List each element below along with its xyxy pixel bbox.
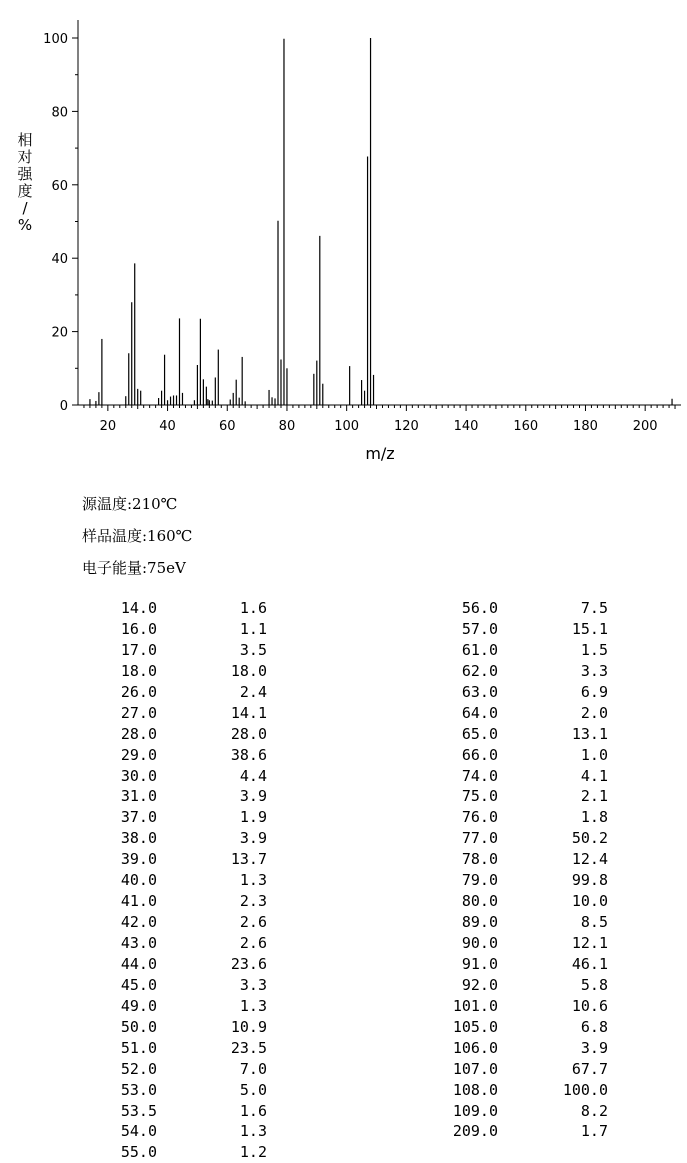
- peak-mz: 27.0: [120, 703, 157, 722]
- peak-row: [350, 954, 680, 975]
- peak-abundance: 12.1: [571, 934, 608, 952]
- peak-abundance: 4.1: [580, 766, 608, 785]
- peak-mz: 17.0: [120, 640, 157, 659]
- peak-mz: 74.0: [461, 766, 498, 785]
- peak-mz: 78.0: [461, 850, 498, 869]
- x-tick-label: 80: [278, 419, 296, 434]
- peak-mz: 75.0: [461, 787, 498, 806]
- peak-row: [0, 703, 300, 724]
- peak-row: [350, 933, 680, 954]
- peak-abundance: 38.6: [230, 745, 267, 764]
- peak-row: [350, 786, 680, 807]
- peak-row: [350, 996, 680, 1017]
- x-tick-label: 180: [573, 419, 598, 434]
- peak-mz: 105.0: [452, 1017, 498, 1036]
- peak-abundance: 6.8: [580, 1017, 608, 1036]
- peak-abundance: 18.0: [230, 661, 267, 680]
- peak-abundance: 2.3: [239, 892, 267, 911]
- peak-mz: 91.0: [461, 954, 498, 973]
- peak-row: [0, 682, 300, 703]
- peak-abundance: 2.4: [239, 682, 267, 701]
- peak-row: [0, 912, 300, 933]
- peak-abundance: 5.0: [239, 1080, 267, 1099]
- peak-mz: 77.0: [461, 829, 498, 848]
- peak-mz: 57.0: [461, 619, 498, 638]
- peak-row: [350, 661, 680, 682]
- peak-abundance: 100.0: [562, 1080, 608, 1099]
- x-tick-label: 40: [159, 419, 176, 434]
- peak-row: [0, 996, 300, 1017]
- peak-row: [350, 745, 680, 766]
- peak-abundance: 3.9: [239, 829, 267, 848]
- peak-row: [0, 1121, 300, 1142]
- peak-row: [0, 849, 300, 870]
- peak-abundance: 5.8: [580, 975, 608, 994]
- peak-abundance: 50.2: [571, 829, 608, 848]
- peak-mz: 92.0: [461, 975, 498, 994]
- peak-mz: 107.0: [452, 1059, 498, 1078]
- peak-abundance: 7.0: [239, 1059, 267, 1078]
- electron-energy: 电子能量:75eV: [82, 559, 186, 577]
- peak-mz: 37.0: [120, 808, 157, 827]
- peak-abundance: 1.9: [239, 808, 267, 827]
- peak-abundance: 14.1: [230, 703, 267, 722]
- peak-row: [350, 1121, 680, 1142]
- peak-abundance: 1.8: [580, 808, 608, 827]
- peak-abundance: 6.9: [580, 682, 608, 701]
- peak-mz: 108.0: [452, 1080, 498, 1099]
- peak-row: [0, 870, 300, 891]
- peak-abundance: 1.3: [239, 996, 267, 1015]
- y-tick-label: 60: [51, 178, 68, 194]
- y-axis-label-char: 度: [17, 182, 33, 200]
- peak-abundance: 28.0: [230, 724, 267, 743]
- peak-row: [0, 1017, 300, 1038]
- peak-mz: 28.0: [120, 724, 157, 743]
- peak-mz: 52.0: [120, 1059, 157, 1078]
- peak-mz: 109.0: [452, 1101, 498, 1120]
- peak-mz: 14.0: [120, 599, 157, 617]
- sample-temperature: 样品温度:160℃: [82, 527, 193, 545]
- peak-row: [350, 640, 680, 661]
- chart-axes: [43, 20, 681, 434]
- peak-row: [350, 1038, 680, 1059]
- peak-row: [350, 703, 680, 724]
- spectrum-peaks: [90, 38, 672, 405]
- peak-row: [0, 598, 300, 619]
- peak-mz: 106.0: [452, 1038, 498, 1057]
- peak-mz: 38.0: [120, 829, 157, 848]
- peak-mz: 30.0: [120, 766, 157, 785]
- y-tick-label: 100: [43, 32, 68, 47]
- peak-mz: 29.0: [120, 745, 157, 764]
- x-tick-label: 20: [99, 419, 117, 434]
- x-axis-label: m/z: [365, 444, 395, 463]
- peak-mz: 61.0: [461, 640, 498, 659]
- peak-abundance: 2.6: [239, 934, 267, 952]
- peak-abundance: 2.6: [239, 913, 267, 932]
- peak-mz: 65.0: [461, 724, 498, 743]
- y-axis-label-char: /: [22, 199, 28, 217]
- peak-row: [350, 975, 680, 996]
- peak-table-left: [0, 598, 300, 1163]
- peak-mz: 43.0: [120, 934, 157, 952]
- source-temperature: 源温度:210℃: [82, 495, 178, 513]
- peak-table-right: [350, 598, 680, 1142]
- peak-mz: 16.0: [120, 619, 157, 638]
- peak-mz: 62.0: [461, 661, 498, 680]
- peak-abundance: 1.1: [239, 619, 267, 638]
- peak-row: [0, 933, 300, 954]
- peak-row: [0, 1101, 300, 1122]
- peak-mz: 89.0: [461, 913, 498, 932]
- peak-row: [350, 598, 680, 619]
- peak-row: [0, 786, 300, 807]
- peak-abundance: 2.1: [580, 787, 608, 806]
- peak-row: [350, 619, 680, 640]
- peak-abundance: 1.3: [239, 871, 267, 890]
- x-tick-label: 200: [632, 419, 658, 434]
- peak-abundance: 3.5: [239, 640, 267, 659]
- y-axis-label-char: 强: [17, 165, 33, 183]
- peak-mz: 42.0: [120, 913, 157, 932]
- peak-mz: 44.0: [120, 954, 157, 973]
- peak-abundance: 23.6: [230, 954, 267, 973]
- peak-mz: 209.0: [452, 1122, 498, 1141]
- x-tick-label: 120: [393, 419, 419, 434]
- peak-abundance: 10.6: [571, 996, 608, 1015]
- peak-mz: 64.0: [461, 703, 498, 722]
- peak-mz: 45.0: [120, 975, 157, 994]
- peak-abundance: 1.0: [580, 745, 608, 764]
- peak-mz: 53.0: [120, 1080, 157, 1099]
- peak-row: [0, 661, 300, 682]
- peak-row: [350, 912, 680, 933]
- peak-row: [0, 807, 300, 828]
- peak-abundance: 1.3: [239, 1122, 267, 1141]
- peak-abundance: 3.3: [239, 975, 267, 994]
- y-axis-label-char: 对: [17, 148, 33, 166]
- peak-row: [350, 766, 680, 787]
- peak-row: [350, 891, 680, 912]
- peak-mz: 40.0: [120, 871, 157, 890]
- peak-mz: 49.0: [120, 996, 157, 1015]
- peak-row: [350, 724, 680, 745]
- y-tick-label: 0: [59, 399, 68, 414]
- peak-abundance: 12.4: [571, 850, 608, 869]
- peak-mz: 76.0: [461, 808, 498, 827]
- peak-mz: 90.0: [461, 934, 498, 952]
- x-tick-label: 60: [218, 419, 236, 434]
- peak-abundance: 1.6: [239, 1101, 267, 1120]
- peak-abundance: 8.2: [580, 1101, 608, 1120]
- peak-row: [350, 1080, 680, 1101]
- peak-mz: 39.0: [120, 850, 157, 869]
- peak-abundance: 1.7: [580, 1122, 608, 1141]
- peak-row: [0, 745, 300, 766]
- peak-abundance: 3.9: [580, 1038, 608, 1057]
- y-tick-label: 80: [51, 105, 68, 121]
- peak-abundance: 8.5: [580, 913, 608, 932]
- peak-mz: 50.0: [120, 1017, 157, 1036]
- peak-abundance: 99.8: [571, 871, 608, 890]
- peak-row: [0, 1142, 300, 1163]
- peak-abundance: 1.5: [580, 640, 608, 659]
- y-axis-label-char: %: [17, 216, 33, 234]
- peak-row: [350, 682, 680, 703]
- peak-abundance: 15.1: [571, 619, 608, 638]
- peak-mz: 63.0: [461, 682, 498, 701]
- peak-abundance: 10.9: [230, 1017, 267, 1036]
- mass-spectrum-chart: [0, 0, 687, 480]
- y-axis-label-char: 相: [17, 131, 33, 149]
- peak-row: [0, 975, 300, 996]
- peak-abundance: 7.5: [580, 599, 608, 617]
- peak-row: [350, 849, 680, 870]
- peak-row: [350, 828, 680, 849]
- x-tick-label: 140: [453, 419, 479, 434]
- peak-row: [0, 619, 300, 640]
- peak-row: [0, 1080, 300, 1101]
- peak-abundance: 13.7: [230, 850, 267, 869]
- y-tick-label: 20: [51, 325, 68, 341]
- y-tick-label: 40: [51, 252, 68, 268]
- peak-mz: 56.0: [461, 599, 498, 617]
- peak-row: [350, 1059, 680, 1080]
- peak-abundance: 3.9: [239, 787, 267, 806]
- peak-row: [350, 870, 680, 891]
- peak-row: [350, 807, 680, 828]
- peak-abundance: 67.7: [571, 1059, 608, 1078]
- peak-abundance: 4.4: [239, 766, 267, 785]
- peak-row: [0, 766, 300, 787]
- peak-row: [0, 724, 300, 745]
- x-tick-label: 160: [513, 419, 539, 434]
- peak-abundance: 13.1: [571, 724, 608, 743]
- peak-mz: 101.0: [452, 996, 498, 1015]
- peak-mz: 51.0: [120, 1038, 157, 1057]
- peak-row: [0, 1059, 300, 1080]
- peak-mz: 31.0: [120, 787, 157, 806]
- peak-abundance: 23.5: [230, 1038, 267, 1057]
- peak-row: [0, 640, 300, 661]
- peak-abundance: 46.1: [571, 954, 608, 973]
- peak-mz: 54.0: [120, 1122, 157, 1141]
- peak-mz: 80.0: [461, 892, 498, 911]
- peak-row: [0, 1038, 300, 1059]
- x-tick-label: 100: [334, 419, 360, 434]
- peak-mz: 55.0: [120, 1143, 157, 1162]
- peak-abundance: 2.0: [580, 703, 608, 722]
- peak-mz: 26.0: [120, 682, 157, 701]
- peak-row: [350, 1017, 680, 1038]
- peak-row: [350, 1101, 680, 1122]
- peak-abundance: 1.6: [239, 599, 267, 617]
- peak-mz: 41.0: [120, 892, 157, 911]
- y-axis-label: [17, 131, 33, 234]
- peak-row: [0, 891, 300, 912]
- peak-row: [0, 828, 300, 849]
- peak-mz: 53.5: [120, 1101, 157, 1120]
- peak-mz: 79.0: [461, 871, 498, 890]
- peak-mz: 18.0: [120, 661, 157, 680]
- peak-mz: 66.0: [461, 745, 498, 764]
- peak-abundance: 3.3: [580, 661, 608, 680]
- peak-abundance: 10.0: [571, 892, 608, 911]
- peak-abundance: 1.2: [239, 1143, 267, 1162]
- peak-row: [0, 954, 300, 975]
